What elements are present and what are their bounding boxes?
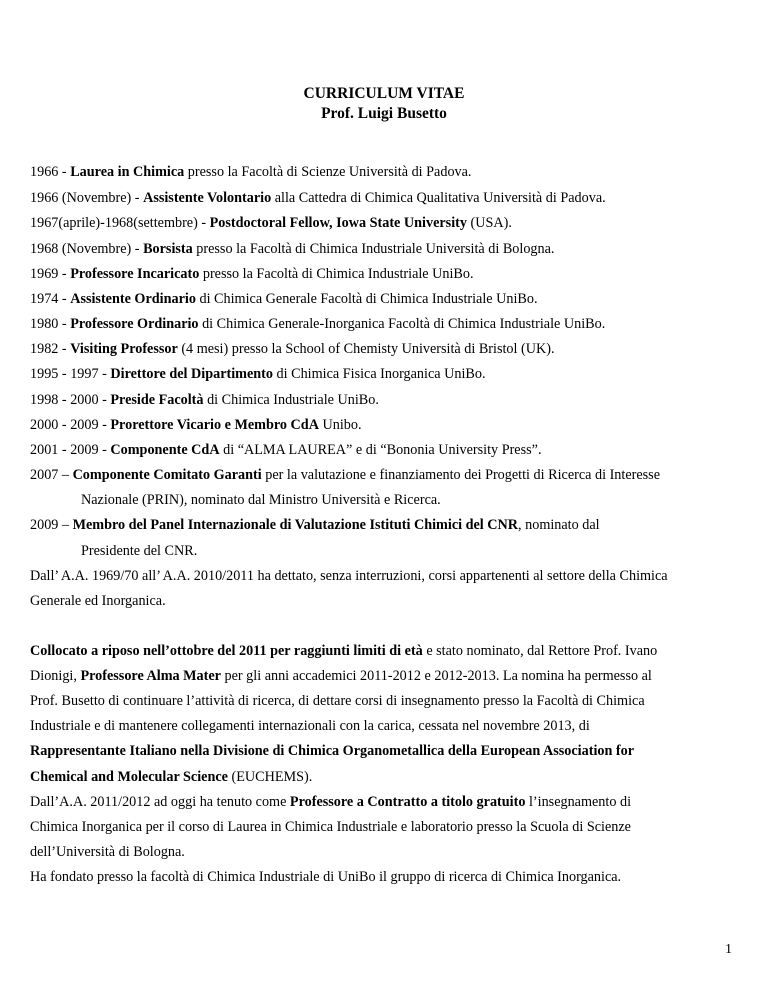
cv-text-line: Dall’ A.A. 1969/70 all’ A.A. 2010/2011 ha dettato, senza interruzioni, corsi appartenenti al settore della Chimica (30, 568, 668, 584)
cv-entry: 1974 - Assistente Ordinario di Chimica Generale Facoltà di Chimica Industriale UniBo. (30, 291, 538, 307)
cv-text-line: Generale ed Inorganica. (30, 593, 166, 609)
cv-entry: 1998 - 2000 - Preside Facoltà di Chimica Industriale UniBo. (30, 392, 379, 408)
author-name: Prof. Luigi Busetto (321, 105, 447, 122)
cv-entry: 1980 - Professore Ordinario di Chimica Generale-Inorganica Facoltà di Chimica Industriale UniBo. (30, 316, 606, 332)
cv-entry-continuation: Presidente del CNR. (81, 543, 198, 559)
paragraph-line: Dionigi, Professore Alma Mater per gli anni accademici 2011-2012 e 2012-2013. La nomina ha permesso al (30, 668, 652, 684)
cv-entry: 1995 - 1997 - Direttore del Dipartimento di Chimica Fisica Inorganica UniBo. (30, 366, 486, 382)
cv-entry: 2001 - 2009 - Componente CdA di “ALMA LAUREA” e di “Bononia University Press”. (30, 442, 542, 458)
paragraph-line: Collocato a riposo nell’ottobre del 2011 per raggiunti limiti di età e stato nominato, dal Rettore Prof. Ivano (30, 643, 658, 659)
paragraph-line: Rappresentante Italiano nella Divisione di Chimica Organometallica della European Association for (30, 743, 635, 759)
paragraph-line: Ha fondato presso la facoltà di Chimica Industriale di UniBo il gruppo di ricerca di Chimica Inorganica. (30, 869, 622, 885)
paragraph-line: Chimica Inorganica per il corso di Laurea in Chimica Industriale e laboratorio presso la Scuola di Scienze (30, 819, 631, 835)
document-title: CURRICULUM VITAE (303, 85, 465, 102)
cv-entry: 2000 - 2009 - Prorettore Vicario e Membro CdA Unibo. (30, 417, 362, 433)
paragraph-line: dell’Università di Bologna. (30, 844, 185, 860)
cv-entry: 1982 - Visiting Professor (4 mesi) presso la School of Chemisty Università di Bristol (UK). (30, 341, 555, 357)
paragraph-line: Chemical and Molecular Science (EUCHEMS). (30, 769, 313, 785)
cv-entry: 1966 (Novembre) - Assistente Volontario alla Cattedra di Chimica Qualitativa Università di Padova. (30, 190, 606, 206)
cv-entry: 1966 - Laurea in Chimica presso la Facoltà di Scienze Università di Padova. (30, 164, 472, 180)
paragraph-line: Industriale e di mantenere collegamenti internazionali con la carica, cessata nel novembre 2013, di (30, 718, 590, 734)
cv-entry: 1968 (Novembre) - Borsista presso la Facoltà di Chimica Industriale Università di Bologna. (30, 241, 555, 257)
cv-entry-continuation: Nazionale (PRIN), nominato dal Ministro Università e Ricerca. (81, 492, 441, 508)
cv-entry: 2007 – Componente Comitato Garanti per la valutazione e finanziamento dei Progetti di Ricerca di Interesse (30, 467, 660, 483)
paragraph-line: Prof. Busetto di continuare l’attività di ricerca, di dettare corsi di insegnamento presso la Facoltà di Chimica (30, 693, 645, 709)
cv-entry: 2009 – Membro del Panel Internazionale di Valutazione Istituti Chimici del CNR, nominato dal (30, 517, 600, 533)
paragraph-line: Dall’A.A. 2011/2012 ad oggi ha tenuto come Professore a Contratto a titolo gratuito l’insegnamento di (30, 794, 632, 810)
cv-entry: 1967(aprile)-1968(settembre) - Postdoctoral Fellow, Iowa State University (USA). (30, 215, 512, 231)
page-number: 1 (725, 942, 732, 957)
cv-entry: 1969 - Professore Incaricato presso la Facoltà di Chimica Industriale UniBo. (30, 266, 474, 282)
